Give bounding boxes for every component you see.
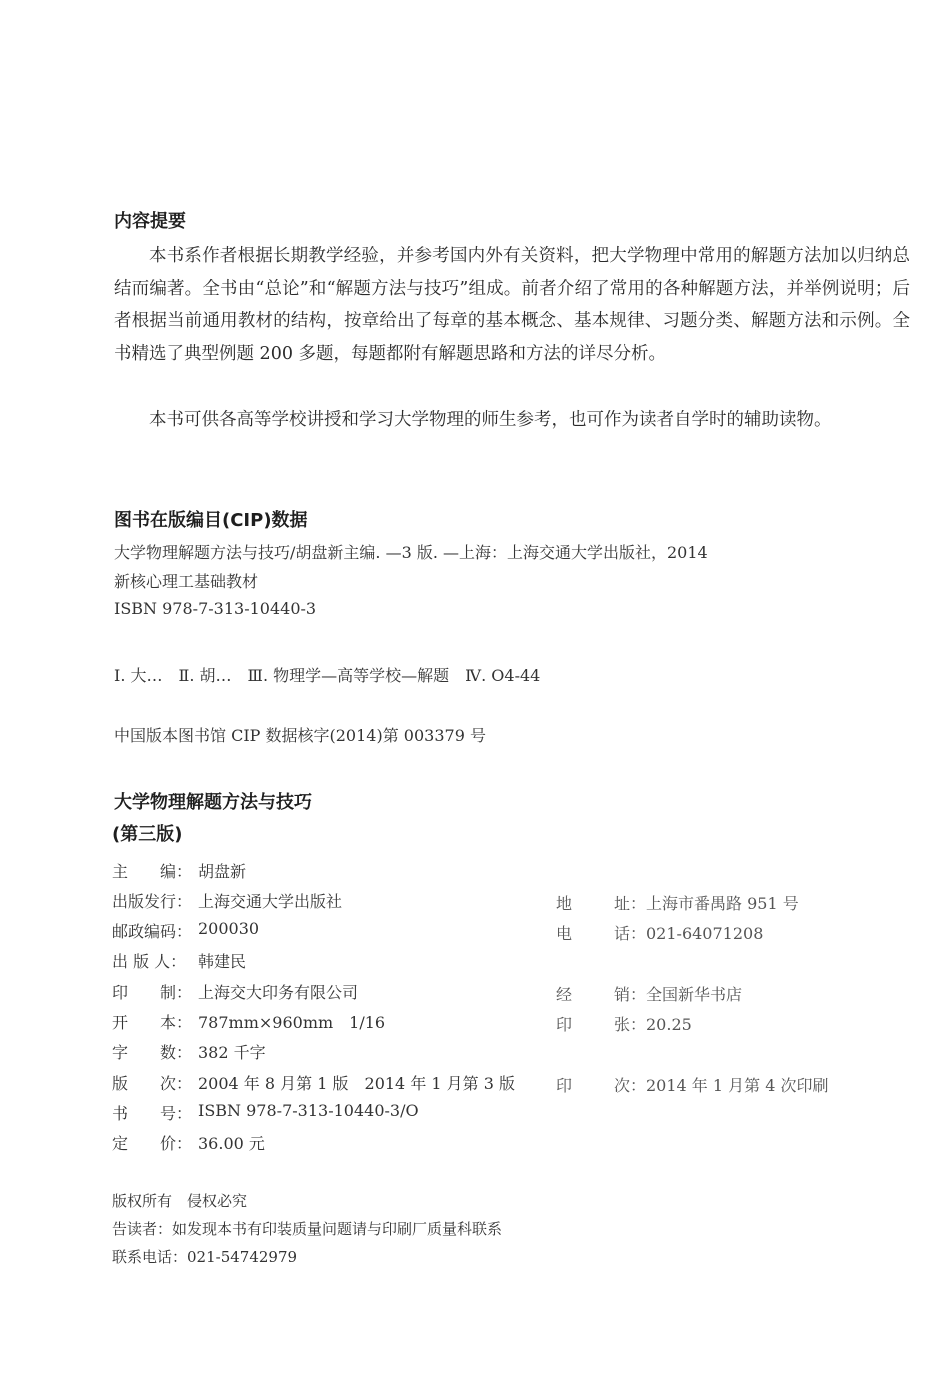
- detail-label: 字 数：: [112, 1043, 193, 1062]
- footer-phone: 联系电话：021-54742979: [112, 1248, 298, 1266]
- cip-classification: Ⅰ. 大… Ⅱ. 胡… Ⅲ. 物理学—高等学校—解题 Ⅳ. O4-44: [114, 666, 541, 685]
- footer-rights: 版权所有 侵权必究: [112, 1192, 248, 1210]
- cip-line-series: 新核心理工基础教材: [114, 572, 259, 591]
- detail-right-value-phone: 话：021-64071208: [614, 924, 764, 943]
- detail-right-label-phone: 电: [556, 924, 573, 943]
- cip-library-number: 中国版本图书馆 CIP 数据核字(2014)第 003379 号: [114, 726, 486, 745]
- detail-value: 上海交通大学出版社: [198, 892, 343, 911]
- detail-value: 胡盘新: [198, 862, 247, 881]
- detail-value: 上海交大印务有限公司: [198, 983, 359, 1002]
- detail-right-value-distributor: 销：全国新华书店: [614, 985, 743, 1004]
- cip-heading: 图书在版编目(CIP)数据: [114, 510, 308, 531]
- footer-notice: 告读者：如发现本书有印装质量问题请与印刷厂质量科联系: [112, 1220, 503, 1238]
- detail-right-label-address: 地: [556, 894, 573, 913]
- detail-label: 书 号：: [112, 1104, 193, 1123]
- detail-label: 出 版 人：: [112, 952, 187, 971]
- detail-value: 36.00 元: [198, 1134, 265, 1153]
- detail-value: 382 千字: [198, 1043, 266, 1062]
- detail-right-value-printing: 次：2014 年 1 月第 4 次印刷: [614, 1076, 829, 1095]
- summary-paragraph-2: 本书可供各高等学校讲授和学习大学物理的师生参考，也可作为读者自学时的辅助读物。: [149, 410, 832, 430]
- detail-label: 印 制：: [112, 983, 193, 1002]
- detail-right-value-address: 址：上海市番禺路 951 号: [614, 894, 799, 913]
- detail-right-label-sheets: 印: [556, 1015, 573, 1034]
- detail-right-value-sheets: 张：20.25: [614, 1015, 692, 1034]
- detail-label: 主 编：: [112, 862, 193, 881]
- detail-value: 韩建民: [198, 952, 247, 971]
- cip-line-title: 大学物理解题方法与技巧/胡盘新主编. —3 版. —上海：上海交通大学出版社，2014: [114, 543, 708, 562]
- cip-line-isbn: ISBN 978-7-313-10440-3: [114, 599, 317, 618]
- summary-paragraph-1: 本书系作者根据长期教学经验，并参考国内外有关资料，把大学物理中常用的解题方法加以归纳总结而编著。全书由“总论”和“解题方法与技巧”组成。前者介绍了常用的各种解题方法，并举例说明；后者根据当前通用教材的结构，按章给出了每章的基本概念、基本规律、习题分类、解题方法和示例。全书精选了典型例题 200 多题，每题都附有解题思路和方法的详尽分析。: [114, 246, 910, 364]
- book-title: 大学物理解题方法与技巧: [114, 792, 312, 813]
- detail-value: 2004 年 8 月第 1 版 2014 年 1 月第 3 版: [198, 1074, 516, 1093]
- detail-label: 开 本：: [112, 1013, 193, 1032]
- detail-label: 定 价：: [112, 1134, 193, 1153]
- detail-right-label-distributor: 经: [556, 985, 573, 1004]
- book-edition: (第三版): [112, 824, 183, 845]
- detail-label: 出版发行：: [112, 892, 193, 911]
- detail-value: 200030: [198, 919, 260, 938]
- detail-label: 版 次：: [112, 1074, 193, 1093]
- detail-label: 邮政编码：: [112, 922, 193, 941]
- detail-right-label-printing: 印: [556, 1076, 573, 1095]
- detail-value: ISBN 978-7-313-10440-3/O: [198, 1101, 419, 1120]
- detail-value: 787mm×960mm 1/16: [198, 1013, 386, 1032]
- summary-heading: 内容提要: [114, 211, 186, 232]
